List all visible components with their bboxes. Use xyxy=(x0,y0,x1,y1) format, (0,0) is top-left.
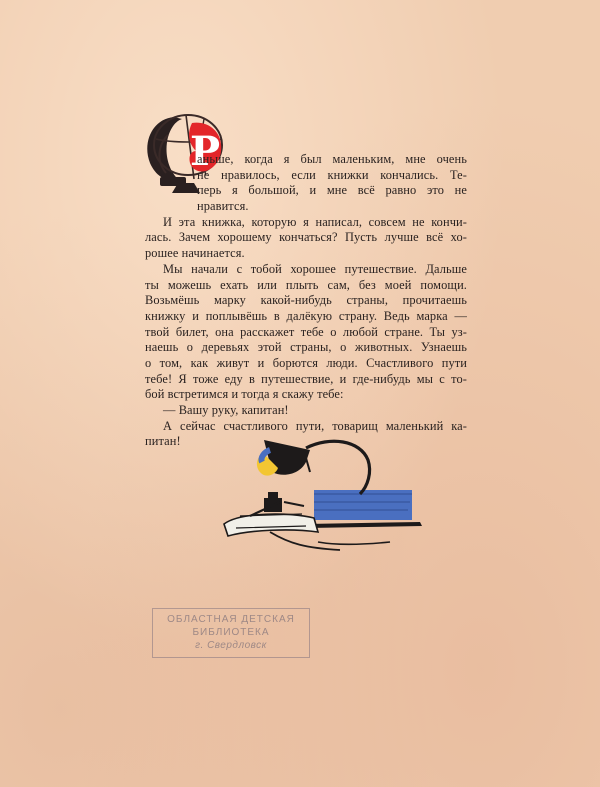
text-line: Мы начали с тобой хорошее путешествие. Дальше xyxy=(163,261,467,276)
text-line: аньше, когда я был маленьким, мне очень xyxy=(197,152,467,166)
text-line: И эта книжка, которую я написал, совсем не кончи- xyxy=(163,214,467,229)
stamp-line: г. Свердловск xyxy=(195,640,267,651)
text-line: Возьмёшь марку какой-нибудь страны, прочитаешь xyxy=(145,293,467,308)
text-line: книжку и поплывёшь в далёкую страну. Ведь марка — xyxy=(145,308,467,323)
text-line: ты можешь ехать или плыть сам, без моей помощи. xyxy=(145,277,467,292)
text-line: питан! xyxy=(145,434,181,449)
dropcap-letter: Р xyxy=(189,128,221,175)
library-stamp xyxy=(152,608,310,658)
text-line: бой встретимся и тогда я скажу тебе: xyxy=(145,387,344,402)
text-line: — Вашу руку, капитан! xyxy=(163,403,289,417)
stamp-line: ОБЛАСТНАЯ ДЕТСКАЯ xyxy=(167,614,295,625)
desk-lamp-illustration xyxy=(210,432,422,564)
text-line: лась. Зачем хорошему кончаться? Пусть лучше всё хо- xyxy=(145,230,467,245)
text-line: не нравилось, если книжки кончались. Те- xyxy=(197,167,467,182)
text-line: А сейчас счастливого пути, товарищ маленький ка- xyxy=(163,418,467,433)
text-line: перь я большой, и мне всё равно это не xyxy=(197,183,467,198)
text-line: твой билет, она расскажет тебе о любой стране. Ты уз- xyxy=(145,324,467,339)
text-line: тебе! Я тоже еду в путешествие, и где-нибудь мы с то- xyxy=(145,371,467,386)
text-line: наешь о деревьях этой страны, о животных. Узнаешь xyxy=(145,340,467,355)
text-line: рошее начинается. xyxy=(145,246,245,261)
text-line: о том, как живут и борются люди. Счастливого пути xyxy=(145,355,467,370)
body-text xyxy=(145,152,467,450)
stamp-line: БИБЛИОТЕКА xyxy=(192,627,270,638)
text-line: нравится. xyxy=(197,199,249,214)
